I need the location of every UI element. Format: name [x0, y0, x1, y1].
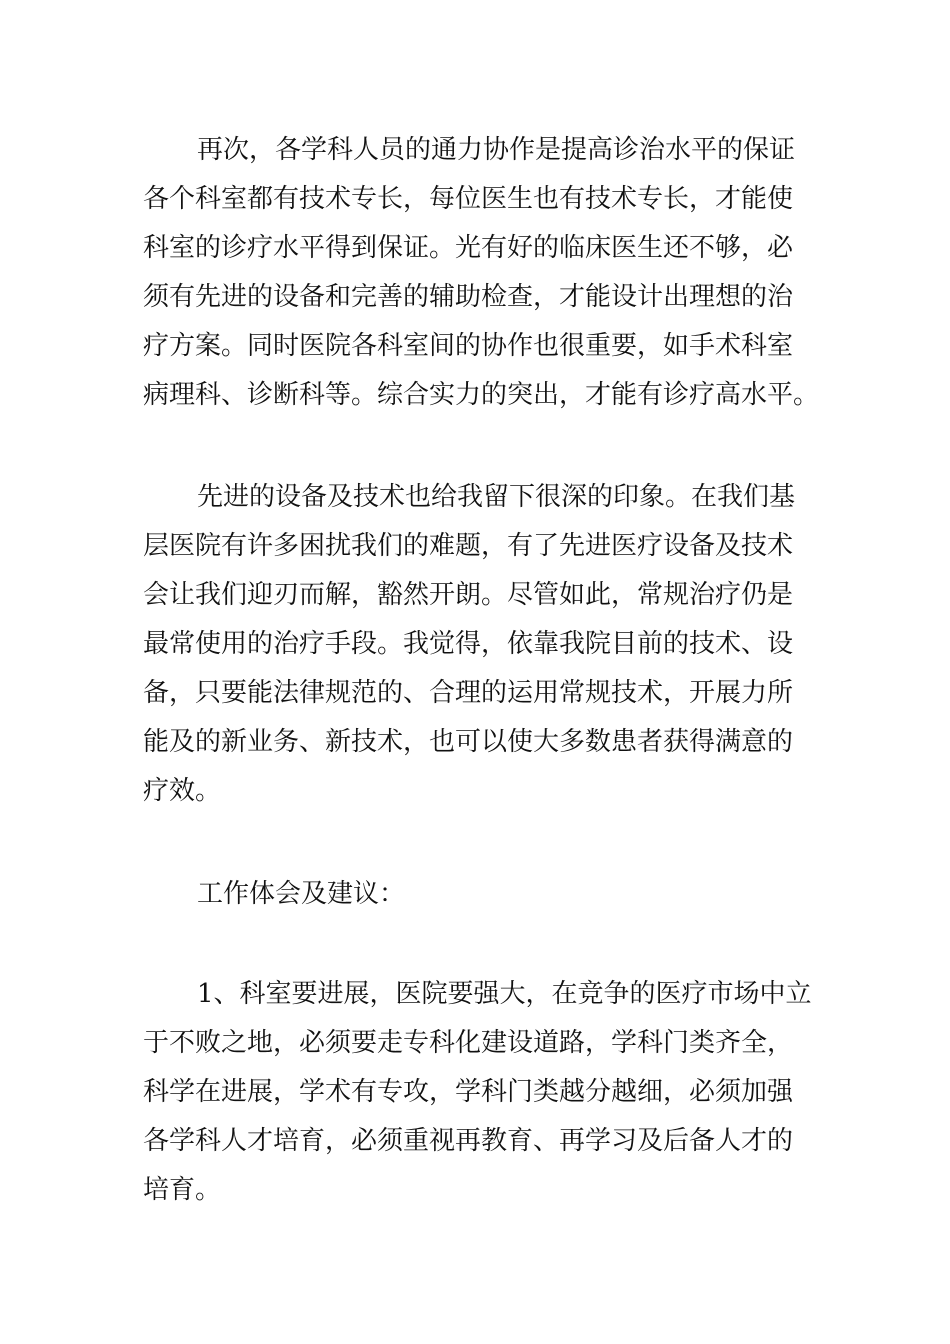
- text-line: 各学科人才培育，必须重视再教育、再学习及后备人才的: [143, 1126, 794, 1156]
- text-line: 1、科室要进展，医院要强大，在竞争的医疗市场中立: [197, 979, 812, 1009]
- text-line: 先进的设备及技术也给我留下很深的印象。在我们基: [197, 482, 796, 512]
- text-line: 工作体会及建议：: [197, 879, 406, 909]
- text-line: 科学在进展，学术有专攻，学科门类越分越细，必须加强: [143, 1077, 794, 1107]
- text-line: 科室的诊疗水平得到保证。光有好的临床医生还不够，必: [143, 233, 794, 263]
- paragraph-suggestion-1: [143, 970, 813, 1215]
- text-line: 各个科室都有技术专长，每位医生也有技术专长，才能使: [143, 184, 794, 214]
- text-line: 疗效。: [143, 776, 222, 806]
- paragraph-equipment: [143, 473, 813, 816]
- text-line: 须有先进的设备和完善的辅助检查，才能设计出理想的治: [143, 282, 794, 312]
- text-line: 会让我们迎刃而解，豁然开朗。尽管如此，常规治疗仍是: [143, 580, 794, 610]
- text-line: 病理科、诊断科等。综合实力的突出，才能有诊疗高水平。: [143, 380, 820, 410]
- text-line: 培育。: [143, 1175, 222, 1205]
- text-line: 最常使用的治疗手段。我觉得，依靠我院目前的技术、设: [143, 629, 794, 659]
- paragraph-teamwork: [143, 126, 820, 420]
- text-line: 能及的新业务、新技术，也可以使大多数患者获得满意的: [143, 727, 794, 757]
- text-line: 疗方案。同时医院各科室间的协作也很重要，如手术科室: [143, 331, 794, 361]
- section-heading: [143, 870, 813, 919]
- text-line: 再次，各学科人员的通力协作是提高诊治水平的保证: [197, 135, 796, 165]
- text-line: 于不败之地，必须要走专科化建设道路，学科门类齐全，: [143, 1028, 794, 1058]
- text-line: 备，只要能法律规范的、合理的运用常规技术，开展力所: [143, 678, 794, 708]
- text-line: 层医院有许多困扰我们的难题，有了先进医疗设备及技术: [143, 531, 794, 561]
